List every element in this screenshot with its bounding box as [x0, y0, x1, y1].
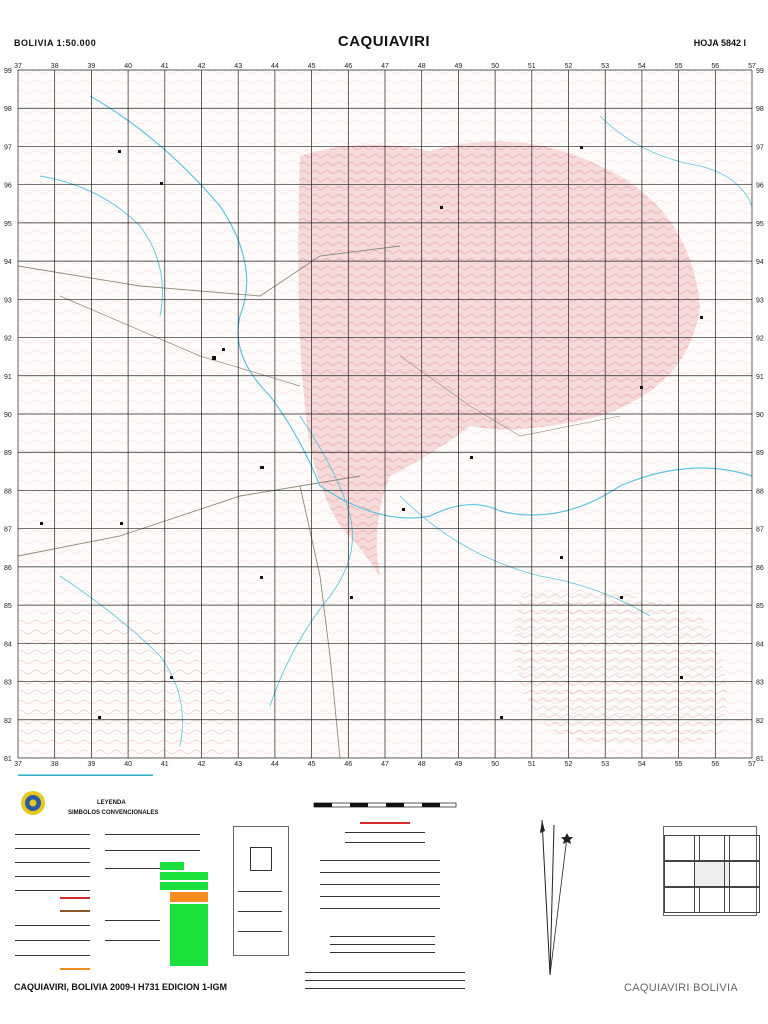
easting-label: 48 — [417, 761, 426, 768]
easting-label: 54 — [638, 761, 646, 768]
easting-label: 43 — [234, 761, 243, 768]
easting-label: 50 — [491, 63, 499, 70]
star-icon — [561, 833, 573, 844]
vegetation-swatch — [170, 904, 208, 966]
legend-title: LEYENDA — [97, 800, 126, 806]
easting-label: 37 — [14, 63, 22, 70]
northing-label: 90 — [756, 412, 764, 419]
northing-label: 84 — [756, 641, 764, 649]
northing-label: 92 — [4, 335, 12, 343]
easting-label: 40 — [124, 63, 132, 70]
easting-label: 46 — [344, 63, 353, 70]
easting-label: 52 — [564, 63, 573, 70]
institution-seal-icon — [20, 790, 46, 816]
easting-label: 54 — [638, 63, 646, 70]
northing-label: 99 — [756, 68, 764, 75]
easting-label: 57 — [748, 761, 756, 768]
easting-label: 42 — [197, 761, 206, 768]
scale-bar — [312, 800, 462, 812]
northing-label: 98 — [756, 106, 764, 114]
northing-label: 81 — [756, 756, 764, 763]
easting-label: 55 — [674, 63, 683, 70]
northing-label: 90 — [4, 412, 12, 419]
northing-label: 92 — [756, 335, 764, 343]
northing-label: 82 — [756, 717, 764, 725]
easting-label: 44 — [271, 63, 279, 70]
declination-diagram — [233, 826, 289, 956]
northing-label: 99 — [4, 68, 12, 75]
easting-label: 51 — [527, 761, 536, 768]
easting-label: 41 — [160, 63, 169, 70]
northing-label: 88 — [4, 488, 12, 496]
northing-label: 89 — [756, 450, 764, 458]
northing-label: 94 — [4, 259, 12, 267]
map-title: CAQUIAVIRI — [337, 33, 431, 50]
map-footer-title: CAQUIAVIRI BOLIVIA — [623, 982, 738, 994]
easting-label: 38 — [50, 63, 59, 70]
easting-label: 53 — [601, 63, 610, 70]
easting-label: 46 — [344, 761, 353, 768]
northing-label: 86 — [756, 564, 764, 572]
northing-label: 93 — [4, 297, 12, 305]
northing-label: 88 — [756, 488, 764, 496]
northing-label: 81 — [4, 756, 12, 763]
northing-label: 82 — [4, 717, 12, 725]
northing-label: 95 — [4, 220, 12, 228]
easting-label: 47 — [381, 63, 389, 70]
northing-label: 96 — [756, 182, 764, 190]
easting-label: 41 — [160, 761, 169, 768]
easting-label: 49 — [454, 761, 463, 768]
northing-label: 96 — [4, 182, 12, 190]
north-arrow-icon — [512, 815, 582, 985]
easting-label: 45 — [307, 63, 316, 70]
easting-label: 52 — [564, 761, 573, 768]
northing-label: 91 — [4, 373, 12, 381]
northing-label: 93 — [756, 297, 764, 305]
easting-label: 43 — [234, 63, 243, 70]
easting-label: 40 — [124, 761, 132, 768]
northing-label: 95 — [756, 220, 764, 228]
easting-label: 56 — [711, 63, 720, 70]
easting-label: 39 — [87, 63, 96, 70]
northing-label: 87 — [756, 526, 764, 534]
easting-label: 53 — [601, 761, 610, 768]
easting-label: 56 — [711, 761, 720, 768]
easting-label: 39 — [87, 761, 96, 768]
easting-label: 47 — [381, 761, 389, 768]
northing-label: 89 — [4, 450, 12, 458]
easting-label: 45 — [307, 761, 316, 768]
northing-label: 91 — [756, 373, 764, 381]
northing-label: 87 — [4, 526, 12, 534]
northing-label: 83 — [756, 679, 764, 687]
northing-label: 83 — [4, 679, 12, 687]
northing-label: 85 — [4, 603, 12, 611]
easting-label: 57 — [748, 63, 756, 70]
legend-subtitle: SIMBOLOS CONVENCIONALES — [68, 810, 159, 816]
easting-label: 44 — [271, 761, 279, 768]
easting-label: 49 — [454, 63, 463, 70]
northing-label: 97 — [4, 144, 12, 152]
coordinate-note: ▬▬▬▬▬▬▬▬▬▬▬▬▬▬▬▬▬▬▬▬▬▬▬▬▬▬▬ — [18, 772, 153, 778]
topographic-map[interactable] — [0, 56, 768, 776]
northing-label: 86 — [4, 564, 12, 572]
easting-label: 51 — [527, 63, 536, 70]
easting-label: 50 — [491, 761, 499, 768]
easting-label: 37 — [14, 761, 22, 768]
easting-label: 38 — [50, 761, 59, 768]
adjoining-sheets-index — [663, 826, 757, 916]
utm-grid — [18, 70, 752, 758]
northing-label: 94 — [756, 259, 764, 267]
northing-label: 85 — [756, 603, 764, 611]
map-edition-footer: CAQUIAVIRI, BOLIVIA 2009-I H731 EDICION 1-IGM — [14, 982, 228, 992]
easting-label: 48 — [417, 63, 426, 70]
sheet-number: HOJA 5842 I — [693, 38, 746, 48]
easting-label: 55 — [674, 761, 683, 768]
northing-label: 98 — [4, 106, 12, 114]
map-scale-header: BOLIVIA 1:50.000 — [14, 38, 97, 48]
northing-label: 84 — [4, 641, 12, 649]
easting-label: 42 — [197, 63, 206, 70]
northing-label: 97 — [756, 144, 764, 152]
